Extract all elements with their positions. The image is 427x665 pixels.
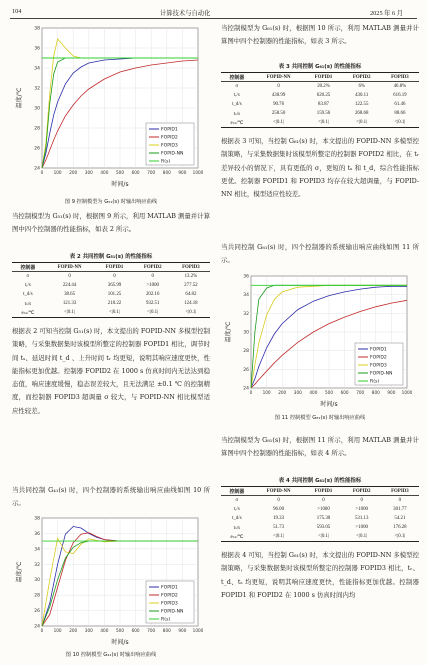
table-header-cell: 控制器 xyxy=(229,75,245,81)
table-cell: 0 xyxy=(398,498,402,504)
table-cell: 620.25 xyxy=(316,92,331,98)
table-cell: 218.22 xyxy=(107,301,122,307)
table-header-cell: FOPID-NN xyxy=(266,488,291,494)
table-cell: tₛ/s xyxy=(233,111,241,117)
table-row xyxy=(221,505,419,514)
table-cell: 224.44 xyxy=(62,282,77,288)
y-axis-label: 温度/℃ xyxy=(16,87,23,109)
y-tick-label: 32 xyxy=(243,311,249,317)
x-tick-label: 0 xyxy=(40,170,44,175)
table-cell: 51.73 xyxy=(273,525,285,531)
figure-9-caption: 图 9 控制模型为 G₅₁(s) 时输出响应曲线 xyxy=(64,199,158,205)
y-tick-label: 28 xyxy=(243,349,249,355)
table-row xyxy=(221,91,419,100)
table-header-cell: 控制器 xyxy=(20,265,36,271)
table-header-cell: FOPID2 xyxy=(352,74,371,80)
table-cell: 258.50 xyxy=(271,111,286,117)
x-tick-label: 0 xyxy=(249,390,253,395)
table-header-cell: FOPID3 xyxy=(391,74,409,80)
table-row xyxy=(12,299,210,308)
legend-label: FOPID-NN xyxy=(161,609,184,615)
table-3 xyxy=(221,72,419,128)
table-2-header-row xyxy=(12,263,210,272)
table-2 xyxy=(12,262,210,318)
table-cell: <|0.1| xyxy=(394,120,406,126)
legend-label: FOPID1 xyxy=(161,127,178,133)
x-tick-label: 200 xyxy=(69,628,78,633)
table-4-header-row xyxy=(221,487,419,496)
x-tick-label: 400 xyxy=(100,628,109,633)
table-cell: 122.55 xyxy=(354,102,369,108)
y-tick-label: 26 xyxy=(34,146,40,152)
table-row xyxy=(221,82,419,91)
table-cell: t_d/s xyxy=(23,292,33,298)
table-3-header-row xyxy=(221,73,419,82)
table-header-cell: FOPID2 xyxy=(352,488,371,494)
y-tick-label: 36 xyxy=(243,274,249,280)
table-cell: <|0.1| xyxy=(318,534,329,540)
x-tick-label: 600 xyxy=(340,390,349,395)
x-tick-label: 900 xyxy=(178,170,187,175)
chart-figure-11 xyxy=(221,270,419,410)
y-tick-label: 26 xyxy=(34,609,40,615)
table-header-cell: FOPID1 xyxy=(105,264,124,270)
y-tick-label: 36 xyxy=(34,46,40,52)
table-cell: eₛₛ/℃ xyxy=(230,534,244,540)
table-cell: σ xyxy=(235,498,239,504)
table-cell: 531.13 xyxy=(354,516,369,522)
x-tick-label: 300 xyxy=(84,170,93,175)
table-cell: tᵣ/s xyxy=(233,92,240,98)
table-cell: 64.82 xyxy=(185,292,197,298)
table-header-cell: FOPID2 xyxy=(143,264,162,270)
legend-label: FOPID2 xyxy=(370,355,387,361)
table-row xyxy=(221,496,419,505)
table-cell: 6% xyxy=(358,84,365,90)
x-tick-label: 300 xyxy=(84,628,93,633)
y-tick-label: 28 xyxy=(34,593,40,599)
table-cell: 88.66 xyxy=(394,111,406,117)
chart-figure-9 xyxy=(12,22,210,190)
table-row xyxy=(12,281,210,290)
table-cell: 268.68 xyxy=(354,111,369,117)
table-cell: 38.65 xyxy=(64,292,76,298)
table-cell: <|0.1| xyxy=(147,310,159,316)
table-cell: 0 xyxy=(322,498,325,504)
table-cell: <|0.1| xyxy=(394,534,406,540)
table-cell: 54.21 xyxy=(394,516,406,522)
table-cell: >1000 xyxy=(146,282,159,288)
table-cell: <|0.1| xyxy=(273,534,284,540)
table-cell: eₛₛ/℃ xyxy=(230,120,244,126)
table-cell: 90.76 xyxy=(273,102,285,108)
x-tick-label: 900 xyxy=(178,628,187,633)
figure-9 xyxy=(12,22,210,205)
table-row xyxy=(12,272,210,281)
legend-label: FOPID3 xyxy=(161,601,178,607)
table-header-cell: FOPID-NN xyxy=(266,74,291,80)
y-tick-label: 38 xyxy=(34,516,40,522)
x-tick-label: 400 xyxy=(309,390,318,395)
x-tick-label: 800 xyxy=(371,390,380,395)
table-cell: eₛₛ/℃ xyxy=(21,310,35,316)
table-2-caption: 表 2 共同控制 G₅₁(s) 的性能指标 xyxy=(69,254,153,260)
table-header-cell: FOPID1 xyxy=(314,488,333,494)
right-paragraph-1: 当控制模型为 G₆₁(s) 时，根据图 10 所示，利用 MATLAB 测量并计算图中四个控制器的性能指标，如表 3 所示。 xyxy=(221,24,419,46)
legend-label: FOPID3 xyxy=(370,363,387,369)
table-cell: <|0.1| xyxy=(185,310,197,316)
table-cell: 0 xyxy=(68,274,71,280)
table-cell: t_d/s xyxy=(232,516,242,522)
legend-label: FOPID-NN xyxy=(161,151,184,157)
x-tick-label: 800 xyxy=(162,628,171,633)
x-tick-label: 700 xyxy=(147,628,156,633)
table-4-caption: 表 4 共同控制 G₈₁(s) 的性能指标 xyxy=(278,478,362,484)
legend-label: R(s) xyxy=(161,617,171,623)
y-tick-label: 24 xyxy=(34,624,40,630)
table-cell: 430.11 xyxy=(355,92,369,98)
figure-11-caption: 图 11 控制模型 G₈₁(s) 时输出响应曲线 xyxy=(274,415,366,421)
table-cell: 593.05 xyxy=(316,525,331,531)
table-row xyxy=(221,118,419,127)
x-tick-label: 700 xyxy=(356,390,365,395)
legend-label: R(s) xyxy=(161,159,171,165)
table-cell: <|0.1| xyxy=(356,120,368,126)
table-cell: 0 xyxy=(360,498,363,504)
table-cell: 616.19 xyxy=(393,92,407,98)
journal-title: 计算技术与自动化 xyxy=(160,10,211,17)
x-axis-label: 时间/s xyxy=(320,401,338,408)
x-tick-label: 600 xyxy=(131,170,140,175)
y-tick-label: 30 xyxy=(34,578,40,584)
figure-11 xyxy=(221,270,419,421)
y-axis-label: 温度/℃ xyxy=(16,561,23,583)
table-cell: <|0.1| xyxy=(318,120,329,126)
table-cell: 20.2% xyxy=(317,84,330,90)
table-header-cell: FOPID3 xyxy=(391,488,409,494)
x-tick-label: 200 xyxy=(278,390,287,395)
x-tick-label: 600 xyxy=(131,628,140,633)
table-header-cell: FOPID1 xyxy=(314,74,333,80)
table-cell: tᵣ/s xyxy=(24,282,31,288)
table-header-cell: 控制器 xyxy=(229,489,245,495)
x-tick-label: 700 xyxy=(147,170,156,175)
table-row xyxy=(221,109,419,118)
y-tick-label: 34 xyxy=(243,293,249,299)
legend-label: FOPID-NN xyxy=(370,371,393,377)
y-tick-label: 30 xyxy=(34,106,40,112)
right-paragraph-4: 当控制模型为 G₈₁(s) 时，根据图 11 所示，利用 MATLAB 测量并计算图中四个控制器的性能指标，如表 4 所示。 xyxy=(221,436,419,458)
legend-label: FOPID3 xyxy=(161,143,178,149)
table-row xyxy=(221,523,419,532)
table-cell: <|0.1| xyxy=(109,310,120,316)
y-axis-label: 温度/℃ xyxy=(225,321,232,343)
table-cell: 430.99 xyxy=(271,92,286,98)
table-cell: 175.30 xyxy=(316,516,331,522)
table-cell: <|0.1| xyxy=(273,120,284,126)
table-cell: 301.77 xyxy=(393,506,407,512)
legend-label: FOPID2 xyxy=(161,135,178,141)
table-cell: >1000 xyxy=(355,525,368,531)
x-axis-label: 时间/s xyxy=(111,639,129,646)
x-tick-label: 100 xyxy=(53,628,62,633)
left-paragraph-1: 当控制模型为 G₅₁(s) 时，根据图 9 所示，利用 MATLAB 测量并计算图中四个控制器的性能指标，如表 2 所示。 xyxy=(12,212,210,234)
y-tick-label: 24 xyxy=(243,386,249,392)
x-tick-label: 100 xyxy=(53,170,62,175)
table-cell: 96.00 xyxy=(273,506,285,512)
table-header-cell: FOPID-NN xyxy=(57,264,82,270)
x-tick-label: 500 xyxy=(116,170,124,175)
left-paragraph-3: 当共同控制 G₄₁(s) 时，四个控制器的系统输出响应曲线如图 10 所示。 xyxy=(12,486,210,508)
x-tick-label: 1000 xyxy=(192,628,204,633)
table-cell: 932.51 xyxy=(145,301,160,307)
table-cell: 0 xyxy=(151,274,154,280)
x-tick-label: 500 xyxy=(325,390,333,395)
table-cell: >1000 xyxy=(355,506,368,512)
x-tick-label: 500 xyxy=(116,628,124,633)
table-row xyxy=(221,100,419,109)
table-cell: tᵣ/s xyxy=(233,506,240,512)
table-cell: >1000 xyxy=(317,506,330,512)
table-cell: <|0.1| xyxy=(64,310,75,316)
x-axis-label: 时间/s xyxy=(111,181,129,188)
table-cell: σ xyxy=(235,84,239,90)
y-tick-label: 24 xyxy=(34,166,40,172)
legend-label: FOPID2 xyxy=(161,593,178,599)
table-cell: 19.33 xyxy=(273,516,285,522)
table-row xyxy=(12,308,210,317)
table-cell: t_d/s xyxy=(232,102,242,108)
table-cell: 121.33 xyxy=(62,301,77,307)
chart-figure-10 xyxy=(12,512,210,648)
right-paragraph-5: 根据表 4 可知，当控制 G₈₁(s) 时，本文提出的 FOPID-NN 多模型控制策略，与采集数据集时该模型所整定的控制器 FOPID3 相比，tᵣ、t_d、tₛ 均更短，说明其响应速度更快，性能指标更加优越。控制器 FOPID1 和 FOPID2 在 1000 s 仿真时间内均 xyxy=(221,551,419,599)
table-cell: 46.8% xyxy=(393,84,407,90)
legend-label: R(s) xyxy=(370,379,380,385)
right-paragraph-3: 当共同控制 G₈₁(s) 时，四个控制器的系统输出响应曲线如图 11 所示。 xyxy=(221,243,419,265)
table-cell: 61.46 xyxy=(394,102,406,108)
table-cell: 13.2% xyxy=(184,274,198,280)
table-cell: 0 xyxy=(277,498,280,504)
y-tick-label: 36 xyxy=(34,531,40,537)
table-row xyxy=(221,532,419,541)
issue-date: 2025 年 6 月 xyxy=(370,10,404,17)
x-tick-label: 1000 xyxy=(401,390,413,395)
x-tick-label: 900 xyxy=(387,390,396,395)
table-4 xyxy=(221,486,419,542)
y-tick-label: 32 xyxy=(34,86,40,92)
table-cell: 0 xyxy=(277,84,280,90)
table-cell: <|0.1| xyxy=(356,534,368,540)
x-tick-label: 300 xyxy=(293,390,302,395)
y-tick-label: 34 xyxy=(34,66,40,72)
table-header-cell: FOPID3 xyxy=(182,264,200,270)
table-cell: 176.28 xyxy=(393,525,407,531)
table-cell: 202.16 xyxy=(145,292,160,298)
table-cell: tₛ/s xyxy=(24,301,32,307)
y-tick-label: 38 xyxy=(34,26,40,32)
y-tick-label: 34 xyxy=(34,547,40,553)
header-rule xyxy=(10,18,417,19)
table-3-caption: 表 3 共同控制 G₆₁(s) 的性能指标 xyxy=(278,64,362,70)
table-cell: tₛ/s xyxy=(233,525,241,531)
table-row xyxy=(12,290,210,299)
x-tick-label: 1000 xyxy=(192,170,204,175)
table-cell: 159.56 xyxy=(316,111,331,117)
x-tick-label: 400 xyxy=(100,170,109,175)
figure-10-caption: 图 10 控制模型 G₄₁(s) 时输出响应曲线 xyxy=(65,652,157,658)
x-tick-label: 100 xyxy=(262,390,271,395)
x-tick-label: 200 xyxy=(69,170,78,175)
table-cell: 365.99 xyxy=(107,282,122,288)
y-tick-label: 26 xyxy=(243,367,249,373)
y-tick-label: 30 xyxy=(243,330,249,336)
table-cell: 0 xyxy=(113,274,116,280)
figure-10 xyxy=(12,512,210,658)
x-tick-label: 0 xyxy=(40,628,44,633)
x-tick-label: 800 xyxy=(162,170,171,175)
y-tick-label: 32 xyxy=(34,562,40,568)
table-cell: σ xyxy=(26,274,30,280)
table-cell: 277.52 xyxy=(184,282,198,288)
page-number: 104 xyxy=(12,8,22,15)
right-paragraph-2: 根据表 3 可知，当控制 G₆₁(s) 时，本文提出的 FOPID-NN 多模型控制策略，与采集数据集时该模型所整定的控制器 FOPID2 相比，在 tᵣ 差异较小的情况下，具有更低的 σ，更短的 tₛ 和 t_d，综合性能指标更优。控制器 FOPID1 和 FOPID3 均存在较大超调量，与 FOPID-NN 相比，模型适应性较差。 xyxy=(221,137,419,199)
left-paragraph-2: 根据表 2 可知当控制 G₅₁(s) 时，本文提出的 FOPID-NN 多模型控制策略，与采集数据集时该模型所整定的控制器 FOPID1 相比，调节时间 tₛ、延迟时间 t_d 、上升时间 tᵣ 均更短，说明其响应速度更快，性能指标更加优越。控制器 FOPID2 在 1000 s 仿真时间内无法达到稳态值，响应速度缓慢，稳态误差较大，且无法满足 ±0.1 ℃ 的控制精度，而控制器 FOPID3 超调量 σ 较大，与 FOPID-NN 相比模型适应性较差。 xyxy=(12,327,210,415)
table-row xyxy=(221,514,419,523)
table-cell: 124.18 xyxy=(184,301,198,307)
y-tick-label: 28 xyxy=(34,126,40,132)
table-cell: 101.25 xyxy=(107,292,122,298)
legend-label: FOPID1 xyxy=(370,347,387,353)
table-cell: 83.87 xyxy=(318,102,330,108)
legend-label: FOPID1 xyxy=(161,585,178,591)
